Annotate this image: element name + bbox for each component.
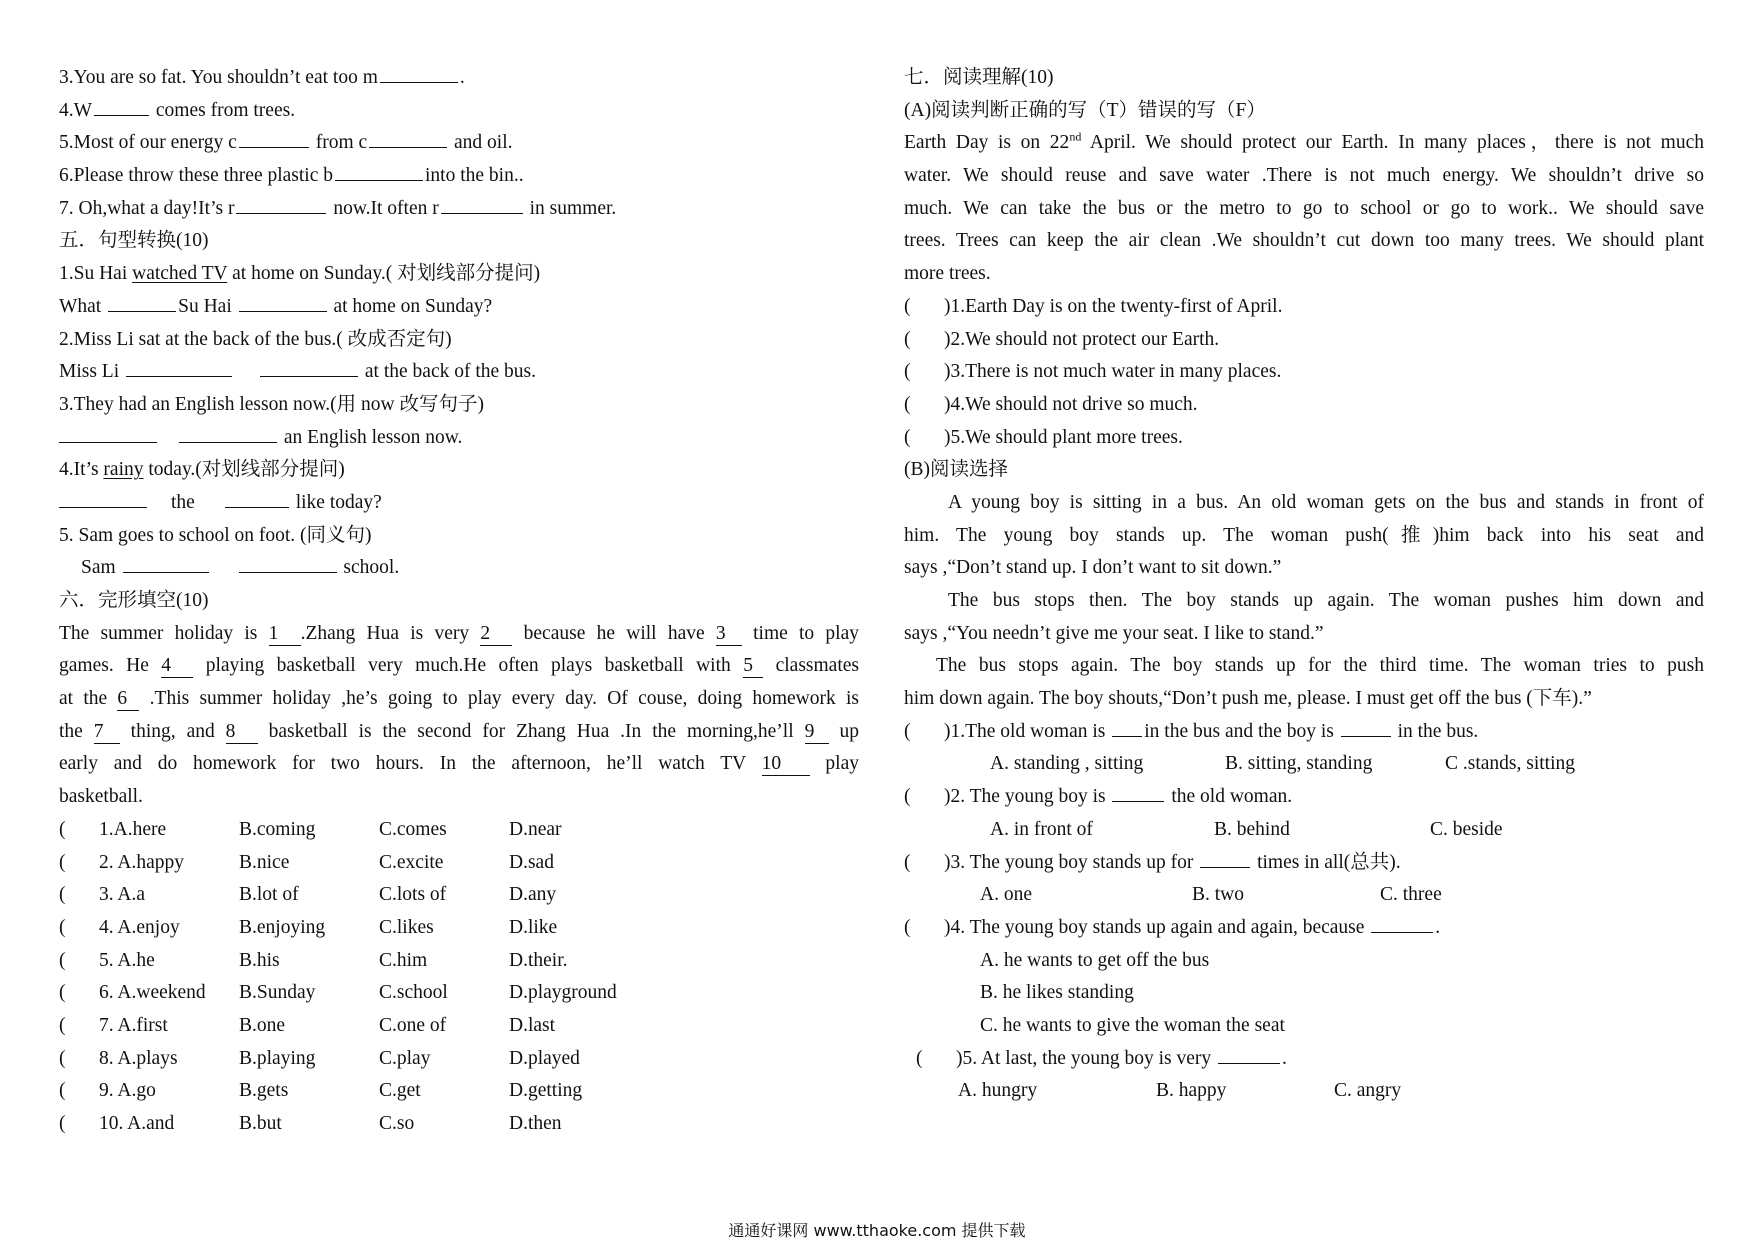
mc-option-4a[interactable]: A. he wants to get off the bus xyxy=(980,949,1210,971)
cloze-option-a[interactable]: 7. A.first xyxy=(99,1014,168,1036)
tf-question xyxy=(904,356,1704,389)
section5-title: 五．句型转换(10) xyxy=(59,230,209,252)
passage-a-line-4: trees. Trees can keep the air clean .We shouldn’t cut down too many trees. We should plant xyxy=(904,230,1704,252)
mc-options-1 xyxy=(904,748,1704,781)
s5-question-2: 2.Miss Li sat at the back of the bus.( 改成否定句) xyxy=(59,328,452,350)
cloze-option-a[interactable]: 1.A.here xyxy=(99,818,167,840)
s5-question-4: 4.It’s rainy today.(对划线部分提问) xyxy=(59,459,345,481)
mc-question-1: ( )1.The old woman is in the bus and the boy is in the bus. xyxy=(904,716,1704,749)
passage-b-line-1: A young boy is sitting in a bus. An old woman gets on the bus and stands in front of xyxy=(948,491,1704,513)
cloze-option-b[interactable]: B.playing xyxy=(239,1047,316,1069)
cloze-option-a[interactable]: 3. A.a xyxy=(99,884,146,906)
cloze-option-b[interactable]: B.his xyxy=(239,949,280,971)
cloze-option-d[interactable]: D.like xyxy=(509,916,558,938)
fill-line-7: 7. Oh,what a day!It’s r now.It often r in summer. xyxy=(59,193,859,226)
answer-paren[interactable]: ( xyxy=(59,884,66,906)
cloze-option-c[interactable]: C.lots of xyxy=(379,884,447,906)
tf-statement: )3.There is not much water in many places. xyxy=(944,361,1282,383)
cloze-option-a[interactable]: 8. A.plays xyxy=(99,1047,178,1069)
option-a[interactable]: A. in front of xyxy=(990,818,1093,840)
option-b[interactable]: B. two xyxy=(1192,884,1245,906)
s5-question-3: 3.They had an English lesson now.(用 now 改写句子) xyxy=(59,393,484,415)
cloze-option-d[interactable]: D.their. xyxy=(509,949,568,971)
fill-line-4: 4.W comes from trees. xyxy=(59,95,859,128)
tf-question xyxy=(904,324,1704,357)
passage-b-line-5: says ,“You needn’t give me your seat. I like to stand.” xyxy=(904,622,1324,644)
cloze-line-4: the 7 thing, and 8 basketball is the second for Zhang Hua .In the morning,he’ll 9 up xyxy=(59,720,859,742)
tf-question xyxy=(904,389,1704,422)
answer-blank[interactable] xyxy=(123,553,209,573)
cloze-option-d[interactable]: D.getting xyxy=(509,1080,583,1102)
answer-blank[interactable] xyxy=(441,194,523,214)
answer-paren[interactable]: ( xyxy=(59,949,66,971)
cloze-option-c[interactable]: C.school xyxy=(379,982,448,1004)
cloze-option-row xyxy=(59,847,859,880)
answer-paren[interactable]: ( xyxy=(904,328,911,350)
cloze-option-b[interactable]: B.one xyxy=(239,1014,286,1036)
passage-a-line-3: much. We can take the bus or the metro to go to school or go to work.. We should save xyxy=(904,197,1704,219)
cloze-option-c[interactable]: C.likes xyxy=(379,916,434,938)
cloze-option-row xyxy=(59,977,859,1010)
answer-blank[interactable] xyxy=(1371,913,1433,933)
answer-blank[interactable] xyxy=(335,161,423,181)
cloze-option-c[interactable]: C.excite xyxy=(379,851,444,873)
fill-line-5: 5.Most of our energy c from c and oil. xyxy=(59,127,859,160)
s5-answer-4: the like today? xyxy=(59,487,859,520)
cloze-option-d[interactable]: D.last xyxy=(509,1014,556,1036)
cloze-option-b[interactable]: B.but xyxy=(239,1113,282,1134)
tf-statement: )4.We should not drive so much. xyxy=(944,393,1198,415)
answer-blank[interactable] xyxy=(225,488,289,508)
passage-b-line-7: him down again. The boy shouts,“Don’t push me, please. I must get off the bus (下车).” xyxy=(904,688,1592,710)
mc-option-4c[interactable]: C. he wants to give the woman the seat xyxy=(980,1014,1285,1036)
cloze-line-6: basketball. xyxy=(59,786,143,808)
passage-b-line-2: him. The young boy stands up. The woman push(推)him back into his seat and xyxy=(904,524,1704,546)
cloze-option-a[interactable]: 5. A.he xyxy=(99,949,155,971)
answer-paren[interactable]: ( xyxy=(59,982,66,1004)
answer-blank[interactable] xyxy=(59,488,147,508)
fill-line-3: 3.You are so fat. You shouldn’t eat too m . xyxy=(59,62,859,95)
cloze-option-row xyxy=(59,1010,859,1043)
cloze-option-a[interactable]: 9. A.go xyxy=(99,1080,156,1102)
answer-blank[interactable] xyxy=(59,423,157,443)
s5-question-5: 5. Sam goes to school on foot. (同义句) xyxy=(59,524,372,546)
section6-title: 六．完形填空(10) xyxy=(59,590,209,611)
answer-paren[interactable]: ( xyxy=(59,1113,66,1134)
answer-paren[interactable]: ( xyxy=(59,1080,66,1102)
option-a[interactable]: A. hungry xyxy=(958,1080,1038,1102)
answer-blank[interactable] xyxy=(369,128,447,148)
answer-paren[interactable]: ( xyxy=(904,295,911,317)
section7-title: 七．阅读理解(10) xyxy=(904,67,1054,88)
cloze-option-row xyxy=(59,945,859,978)
answer-blank[interactable] xyxy=(236,194,326,214)
tf-statement: )5.We should plant more trees. xyxy=(944,426,1183,448)
option-b[interactable]: B. sitting, standing xyxy=(1225,753,1373,775)
option-c[interactable]: C. beside xyxy=(1430,818,1503,840)
cloze-option-c[interactable]: C.play xyxy=(379,1047,431,1069)
cloze-option-b[interactable]: B.coming xyxy=(239,818,316,840)
cloze-option-c[interactable]: C.one of xyxy=(379,1014,447,1036)
answer-blank[interactable] xyxy=(239,292,327,312)
answer-paren[interactable]: ( xyxy=(59,1047,66,1069)
mc-question-3: ( )3. The young boy stands up for times in all(总共). xyxy=(904,847,1704,880)
cloze-option-a[interactable]: 6. A.weekend xyxy=(99,982,206,1004)
answer-blank[interactable] xyxy=(126,357,232,377)
answer-blank[interactable] xyxy=(1200,848,1250,868)
answer-blank[interactable] xyxy=(1218,1044,1280,1064)
cloze-option-row xyxy=(59,1043,859,1076)
cloze-option-b[interactable]: B.nice xyxy=(239,851,290,873)
tf-question xyxy=(904,291,1704,324)
cloze-option-d[interactable]: D.playground xyxy=(509,982,617,1004)
s5-answer-3: an English lesson now. xyxy=(59,422,859,455)
left-column xyxy=(59,62,859,1141)
answer-blank[interactable] xyxy=(94,96,149,116)
option-b[interactable]: B. behind xyxy=(1214,818,1290,840)
answer-blank[interactable] xyxy=(108,292,176,312)
cloze-line-2: games. He 4 playing basketball very much.He often plays basketball with 5 classmates xyxy=(59,655,859,677)
s5-answer-2: Miss Li at the back of the bus. xyxy=(59,356,859,389)
part-a-title: (A)阅读判断正确的写（T）错误的写（F） xyxy=(904,99,1266,121)
passage-a-line-5: more trees. xyxy=(904,263,991,285)
answer-paren[interactable]: ( xyxy=(59,851,66,873)
cloze-options xyxy=(59,814,859,1141)
answer-paren[interactable]: ( xyxy=(904,393,911,415)
cloze-option-c[interactable]: C.comes xyxy=(379,818,447,840)
mc-option-4b[interactable]: B. he likes standing xyxy=(980,982,1134,1004)
answer-blank[interactable] xyxy=(1112,717,1142,737)
mc-options-3 xyxy=(904,879,1704,912)
fill-line-6: 6.Please throw these three plastic b into the bin.. xyxy=(59,160,859,193)
answer-blank[interactable] xyxy=(380,63,458,83)
option-b[interactable]: B. happy xyxy=(1156,1080,1227,1102)
cloze-option-row xyxy=(59,1075,859,1108)
cloze-line-5: early and do homework for two hours. In the afternoon, he’ll watch TV 10 play xyxy=(59,753,859,775)
answer-blank[interactable] xyxy=(1112,782,1164,802)
answer-blank[interactable] xyxy=(1341,717,1391,737)
cloze-option-a[interactable]: 2. A.happy xyxy=(99,851,185,873)
cloze-option-row xyxy=(59,1108,859,1141)
cloze-option-b[interactable]: B.gets xyxy=(239,1080,289,1102)
answer-blank[interactable] xyxy=(260,357,358,377)
cloze-option-b[interactable]: B.lot of xyxy=(239,884,299,906)
mc-question-5: ( )5. At last, the young boy is very . xyxy=(904,1043,1704,1076)
cloze-option-row xyxy=(59,912,859,945)
cloze-option-c[interactable]: C.so xyxy=(379,1113,415,1134)
cloze-option-d[interactable]: D.then xyxy=(509,1113,562,1134)
mc-options-2 xyxy=(904,814,1704,847)
answer-paren[interactable]: ( xyxy=(59,916,66,938)
tf-question xyxy=(904,422,1704,455)
answer-paren[interactable]: ( xyxy=(59,1014,66,1036)
passage-b-line-6: The bus stops again. The boy stands up for the third time. The woman tries to push xyxy=(936,655,1704,677)
passage-a-line-2: water. We should reuse and save water .There is not much energy. We shouldn’t drive so xyxy=(904,165,1704,187)
passage-b-line-3: says ,“Don’t stand up. I don’t want to sit down.” xyxy=(904,557,1282,579)
cloze-option-d[interactable]: D.played xyxy=(509,1047,580,1069)
answer-paren[interactable]: ( xyxy=(904,426,911,448)
tf-statement: )2.We should not protect our Earth. xyxy=(944,328,1220,350)
cloze-option-d[interactable]: D.sad xyxy=(509,851,554,873)
answer-blank[interactable] xyxy=(239,553,337,573)
cloze-option-row xyxy=(59,814,859,847)
footer-watermark: 通通好课网 www.tthaoke.com 提供下载 xyxy=(728,1221,1026,1240)
cloze-option-b[interactable]: B.enjoying xyxy=(239,916,326,938)
passage-a-line-1: Earth Day is on 22nd April. We should protect our Earth. In many places，there is not much xyxy=(904,129,1704,154)
answer-paren[interactable]: ( xyxy=(59,818,66,840)
true-false-questions xyxy=(904,291,1704,454)
cloze-option-c[interactable]: C.him xyxy=(379,949,428,971)
cloze-option-row xyxy=(59,879,859,912)
cloze-line-1: The summer holiday is 1 .Zhang Hua is very 2 because he will have 3 time to play xyxy=(59,622,859,644)
cloze-option-d[interactable]: D.near xyxy=(509,818,562,840)
s5-answer-1: What Su Hai at home on Sunday? xyxy=(59,291,859,324)
tf-statement: )1.Earth Day is on the twenty-first of April. xyxy=(944,295,1283,317)
s5-question-1: 1.Su Hai watched TV at home on Sunday.( 对划线部分提问) xyxy=(59,263,541,285)
cloze-option-a[interactable]: 4. A.enjoy xyxy=(99,916,180,938)
option-c[interactable]: C. angry xyxy=(1334,1080,1402,1102)
mc-question-4: ( )4. The young boy stands up again and again, because . xyxy=(904,912,1704,945)
mc-options-5 xyxy=(904,1075,1704,1108)
option-c[interactable]: C .stands, sitting xyxy=(1445,753,1576,775)
part-b-title: (B)阅读选择 xyxy=(904,459,1008,481)
answer-blank[interactable] xyxy=(179,423,277,443)
cloze-option-d[interactable]: D.any xyxy=(509,884,557,906)
right-column xyxy=(904,62,1704,1108)
cloze-line-3: at the 6 .This summer holiday ,he’s going to play every day. Of couse, doing homework is xyxy=(59,688,859,710)
cloze-option-c[interactable]: C.get xyxy=(379,1080,421,1102)
answer-blank[interactable] xyxy=(239,128,309,148)
option-a[interactable]: A. standing , sitting xyxy=(990,753,1144,775)
passage-b-line-4: The bus stops then. The boy stands up again. The woman pushes him down and xyxy=(948,590,1704,611)
mc-question-2: ( )2. The young boy is the old woman. xyxy=(904,781,1704,814)
cloze-option-b[interactable]: B.Sunday xyxy=(239,982,316,1004)
option-c[interactable]: C. three xyxy=(1380,884,1442,906)
cloze-option-a[interactable]: 10. A.and xyxy=(99,1113,175,1134)
answer-paren[interactable]: ( xyxy=(904,361,911,383)
option-a[interactable]: A. one xyxy=(980,884,1032,906)
s5-answer-5: Sam school. xyxy=(59,552,859,585)
